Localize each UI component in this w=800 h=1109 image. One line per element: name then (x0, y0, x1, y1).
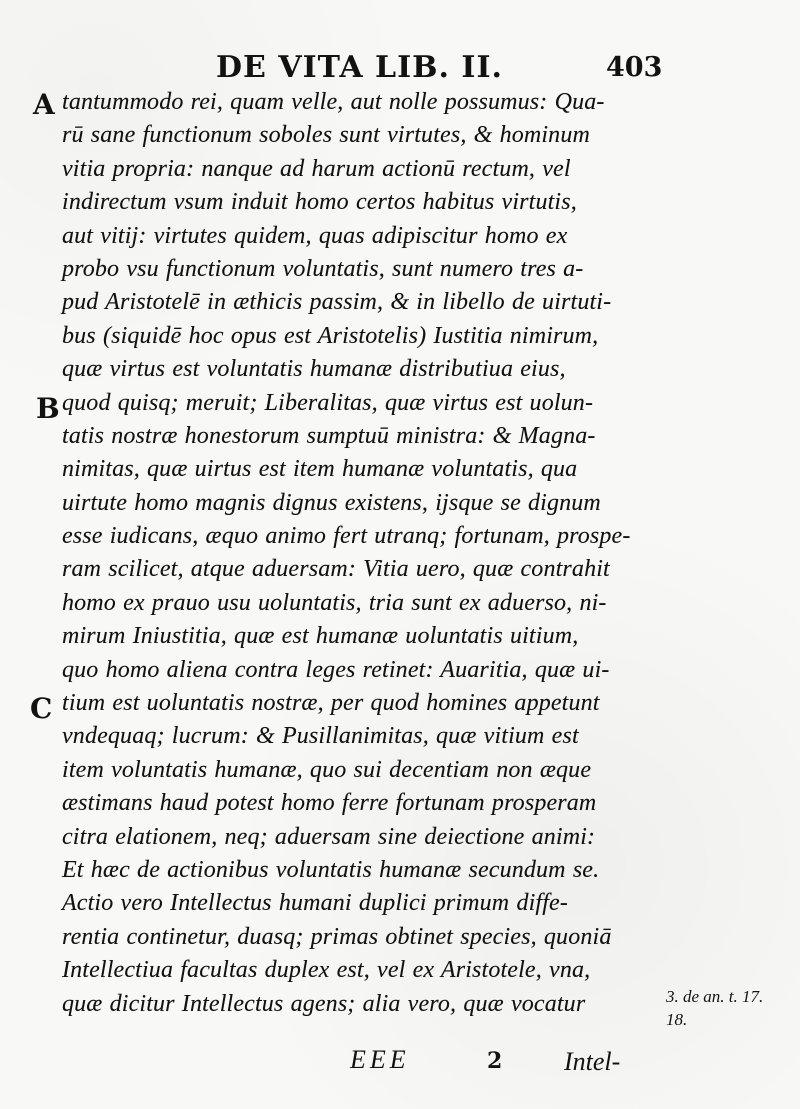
text-line: quæ virtus est voluntatis humanæ distributiua eius, (62, 356, 566, 383)
text-line: rentia continetur, duasq; primas obtinet species, quoniā (62, 923, 612, 950)
catchword: Intel- (564, 1047, 621, 1076)
marginal-reference-line: 18. (666, 1010, 688, 1029)
text-line: Intellectiua facultas duplex est, vel ex Aristotele, vna, (62, 957, 591, 984)
section-marker-c: C (30, 692, 53, 725)
marginal-reference-line: 3. de an. t. 17. (666, 987, 764, 1006)
text-line: indirectum vsum induit homo certos habitus virtutis, (62, 189, 577, 216)
text-line: quæ dicitur Intellectus agens; alia vero, quæ vocatur (62, 990, 586, 1017)
text-line: uirtute homo magnis dignus existens, ijsque se dignum (62, 489, 601, 516)
text-line: tantummodo rei, quam velle, aut nolle possumus: Qua- (62, 89, 605, 115)
text-line: Actio vero Intellectus humani duplici primum diffe- (62, 890, 568, 917)
text-line: aut vitij: virtutes quidem, quas adipiscitur homo ex (62, 222, 568, 249)
text-line: quo homo aliena contra leges retinet: Auaritia, quæ ui- (62, 656, 610, 683)
text-line: Et hæc de actionibus voluntatis humanæ secundum se. (62, 856, 600, 883)
running-title: DE VITA LIB. II. (216, 50, 503, 85)
text-line: probo vsu functionum voluntatis, sunt numero tres a- (62, 255, 584, 282)
text-line: mirum Iniustitia, quæ est humanæ uoluntatis uitium, (62, 623, 579, 650)
page-number: 403 (606, 52, 663, 83)
section-marker-b: B (36, 392, 60, 425)
signature-mark: EEE (350, 1045, 410, 1074)
text-line: homo ex prauo usu uoluntatis, tria sunt ex aduerso, ni- (62, 589, 607, 616)
signature-number: 2 (487, 1048, 503, 1074)
text-line: tatis nostræ honestorum sumptuū ministra: & Magna- (62, 422, 596, 449)
show-through-text (665, 85, 784, 169)
text-line: esse iudicans, æquo animo fert utranq; fortunam, prospe- (62, 523, 631, 550)
text-line: bus (siquidē hoc opus est Aristotelis) Iustitia nimirum, (62, 322, 599, 349)
section-marker-a: A (33, 88, 55, 121)
text-line: vndequaq; lucrum: & Pusillanimitas, quæ vitium est (62, 723, 579, 750)
show-through-text (669, 668, 771, 721)
text-line: nimitas, quæ uirtus est item humanæ voluntatis, qua (62, 456, 578, 483)
text-line: pud Aristotelē in æthicis passim, & in libello de uirtuti- (62, 289, 612, 316)
marginal-reference (666, 985, 796, 1035)
text-line: citra elationem, neq; aduersam sine deiectione animi: (62, 823, 596, 850)
text-line: tium est uoluntatis nostræ, per quod homines appetunt (62, 690, 600, 717)
main-text-block (62, 86, 680, 1021)
text-line: quod quisq; meruit; Liberalitas, quæ virtus est uolun- (62, 389, 594, 416)
text-line: vitia propria: nanque ad harum actionū rectum, vel (62, 155, 571, 182)
text-line: ram scilicet, atque aduersam: Vitia uero, quæ contrahit (62, 556, 610, 583)
text-line: item voluntatis humanæ, quo sui decentiam non æque (62, 756, 592, 783)
text-line: rū sane functionum soboles sunt virtutes, & hominum (62, 122, 590, 149)
text-line: æstimans haud potest homo ferre fortunam prosperam (62, 790, 597, 817)
